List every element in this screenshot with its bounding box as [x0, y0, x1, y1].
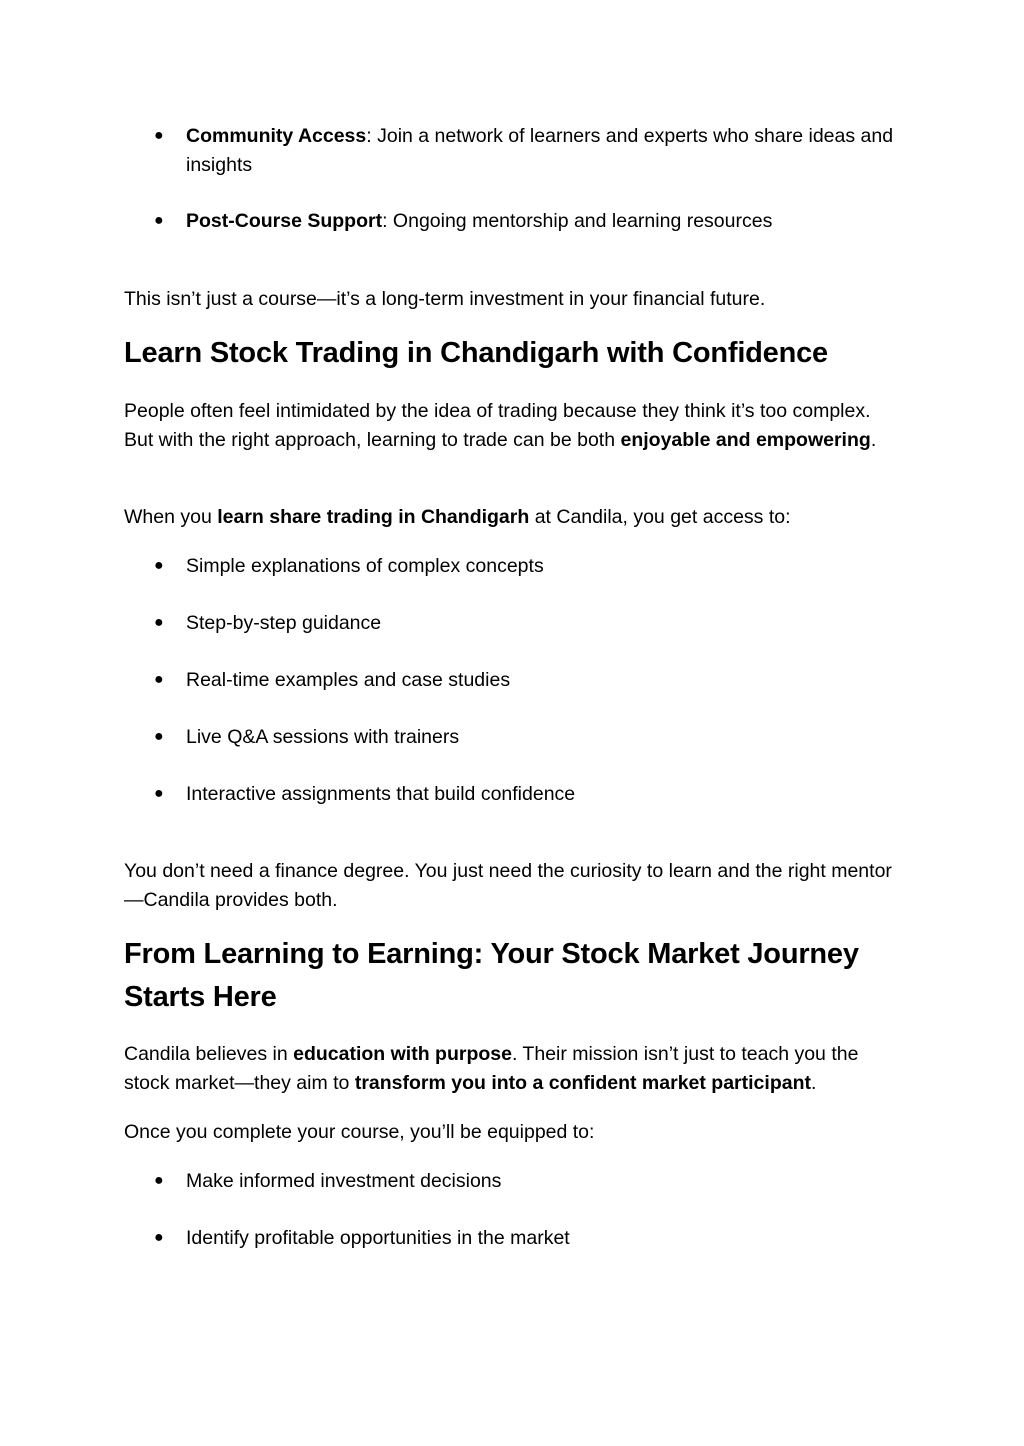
bullet-icon: ●: [154, 212, 164, 229]
paragraph-intimidated: [124, 397, 894, 454]
list-item-text: : Join a network of learners and experts who share ideas and insights: [186, 125, 894, 176]
paragraph-text: People often feel intimidated by the idea of trading because they think it’s too complex. But with the right approach, learning to trade can be both: [124, 400, 871, 451]
section-heading-learn: Learn Stock Trading in Chandigarh with Confidence: [124, 337, 828, 369]
paragraph-bold: transform you into a confident market participant: [354, 1071, 811, 1094]
bullet-icon: ●: [154, 1229, 164, 1246]
features-list: [124, 122, 894, 179]
list-item: [124, 207, 894, 236]
list-item: [124, 666, 894, 695]
list-item-text: Interactive assignments that build confidence: [186, 783, 576, 805]
paragraph-bold: learn share trading in Chandigarh: [217, 506, 530, 528]
section-heading-journey: From Learning to Earning: Your Stock Market Journey Starts Here: [124, 938, 859, 1013]
list-item-bold: Community Access: [186, 125, 367, 147]
access-list-item-1: [124, 552, 894, 581]
outcome-list-item-1: [124, 1167, 894, 1196]
list-item-text: Step-by-step guidance: [186, 612, 382, 634]
paragraph-text: at Candila, you get access to:: [529, 506, 791, 528]
paragraph-finance-degree: You don’t need a finance degree. You just need the curiosity to learn and the right mentor—Candila provides both.: [124, 860, 892, 911]
list-item-text: Live Q&A sessions with trainers: [186, 726, 460, 748]
list-item: [124, 723, 894, 752]
paragraph-text: Candila believes in: [124, 1043, 294, 1065]
bullet-icon: ●: [154, 557, 164, 574]
bullet-icon: ●: [154, 127, 164, 144]
paragraph-equipped: Once you complete your course, you’ll be equipped to:: [124, 1121, 595, 1143]
paragraph-bold: education with purpose: [293, 1043, 512, 1065]
paragraph-text: When you: [124, 506, 218, 528]
list-item-text: Identify profitable opportunities in the market: [186, 1227, 570, 1249]
list-item: [124, 1167, 894, 1196]
paragraph-text: .: [810, 1071, 817, 1094]
list-item-text: : Ongoing mentorship and learning resources: [382, 210, 773, 232]
paragraph-bold: enjoyable and empowering: [620, 428, 871, 451]
bullet-icon: ●: [154, 614, 164, 631]
paragraph-text: . Their mission isn’t just to teach you the stock market—they aim to: [124, 1043, 859, 1094]
paragraph-investment: This isn’t just a course—it’s a long-term investment in your financial future.: [124, 288, 766, 310]
paragraph-text: .: [870, 428, 877, 451]
access-list-item-2: [124, 609, 894, 638]
features-list-continued: [124, 207, 894, 236]
paragraph-purpose: [124, 1040, 894, 1097]
list-item: [124, 552, 894, 581]
bullet-icon: ●: [154, 671, 164, 688]
bullet-icon: ●: [154, 728, 164, 745]
list-item-text: Real-time examples and case studies: [186, 669, 511, 691]
outcome-list-item-2: [124, 1224, 894, 1253]
list-item-text: Simple explanations of complex concepts: [186, 555, 544, 577]
list-item-text: Make informed investment decisions: [186, 1170, 502, 1192]
access-list-item-3: [124, 666, 894, 695]
access-list-item-5: [124, 780, 894, 809]
bullet-icon: ●: [154, 785, 164, 802]
paragraph-access: [124, 503, 894, 532]
access-list-item-4: [124, 723, 894, 752]
list-item: [124, 609, 894, 638]
list-item-bold: Post-Course Support: [186, 210, 383, 232]
list-item: [124, 780, 894, 809]
bullet-icon: ●: [154, 1172, 164, 1189]
list-item: [124, 122, 894, 179]
list-item: [124, 1224, 894, 1253]
